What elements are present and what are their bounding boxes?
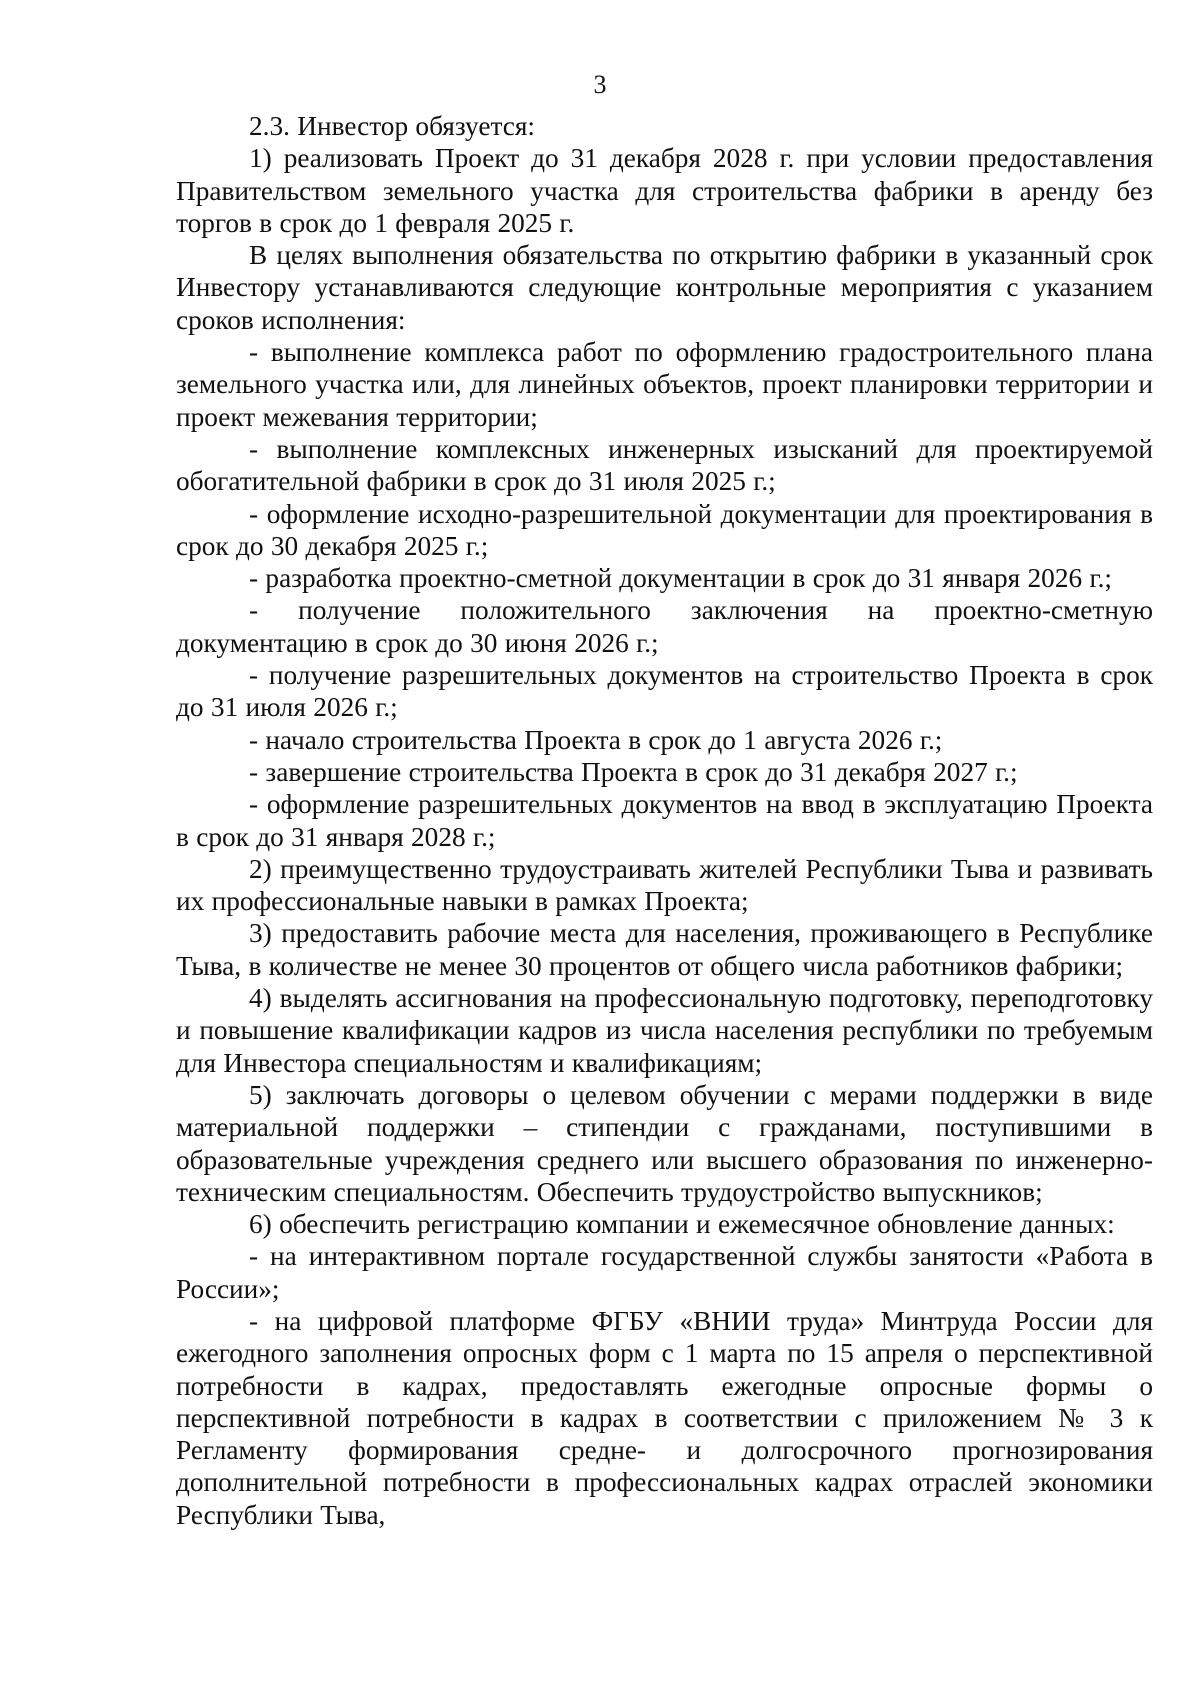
list-item-design-estimates: - разработка проектно-сметной документации в срок до 31 января 2026 г.; [249,563,1112,594]
list-item-construction-end: - завершение строительства Проекта в срок до 31 декабря 2027 г.; [249,756,1018,787]
paragraph-item-6: 6) обеспечить регистрацию компании и ежемесячное обновление данных: [249,1209,1115,1240]
paragraph-item-2: 2) преимущественно трудоустраивать жителей Республики Тыва и развивать их профессиональные навыки в рамках Проекта; [176,853,1153,917]
list-item-permit-docs: - оформление исходно-разрешительной документации для проектирования в срок до 30 декабря 2025 г.; [176,498,1153,561]
document-body [176,110,1153,1531]
paragraph-item-5: 5) заключать договоры о целевом обучении с мерами поддержки в виде материальной поддержки – стипендии с гражданами, поступившими в образовательные учреждения среднего или высшего образования по инженерно-техническим специальностям. Обеспечить трудоустройство выпускников; [176,1079,1153,1207]
paragraph-item-3: 3) предоставить рабочие места для населения, проживающего в Республике Тыва, в количестве не менее 30 процентов от общего числа работников фабрики; [176,918,1153,981]
list-item-gradplan: - выполнение комплекса работ по оформлению градостроительного плана земельного участка или, для линейных объектов, проект планировки территории и проект межевания территории; [176,337,1153,432]
paragraph-obligations-heading: 2.3. Инвестор обязуется: [249,111,535,141]
list-item-engineering-surveys: - выполнение комплексных инженерных изысканий для проектируемой обогатительной фабрики в срок до 31 июля 2025 г.; [176,433,1153,497]
paragraph-item-1: 1) реализовать Проект до 31 декабря 2028 г. при условии предоставления Правительством земельного участка для строительства фабрики в аренду без торгов в срок до 1 февраля 2025 г. [176,143,1153,238]
paragraph-control-measures-intro: В целях выполнения обязательства по открытию фабрики в указанный срок Инвестору устанавливаются следующие контрольные мероприятия с указанием сроков исполнения: [176,240,1153,335]
page-number: 3 [593,70,607,99]
list-item-rabota-portal: - на интерактивном портале государственной службы занятости «Работа в России»; [176,1241,1153,1304]
list-item-construction-start: - начало строительства Проекта в срок до 1 августа 2026 г.; [249,724,943,755]
list-item-vnii-platform: - на цифровой платформе ФГБУ «ВНИИ труда» Минтруда России для ежегодного заполнения опросных форм с 1 марта по 15 апреля о перспективной потребности в кадрах, предоставлять ежегодные опросные формы о перспективной потребности в кадрах в соответствии с приложением № 3 к Регламенту формирования средне- и долгосрочного прогнозирования дополнительной потребности в профессиональных кадрах отраслей экономики Республики Тыва, [176,1305,1153,1530]
paragraph-item-4: 4) выделять ассигнования на профессиональную подготовку, переподготовку и повышение квалификации кадров из числа населения республики по требуемым для Инвестора специальностям и квалификациям; [176,983,1153,1078]
list-item-commissioning-permits: - оформление разрешительных документов на ввод в эксплуатацию Проекта в срок до 31 января 2028 г.; [176,789,1153,852]
list-item-positive-conclusion: - получение положительного заключения на проектно-сметную документацию в срок до 30 июня 2026 г.; [176,595,1153,658]
list-item-construction-permits: - получение разрешительных документов на строительство Проекта в срок до 31 июля 2026 г.; [176,660,1153,723]
